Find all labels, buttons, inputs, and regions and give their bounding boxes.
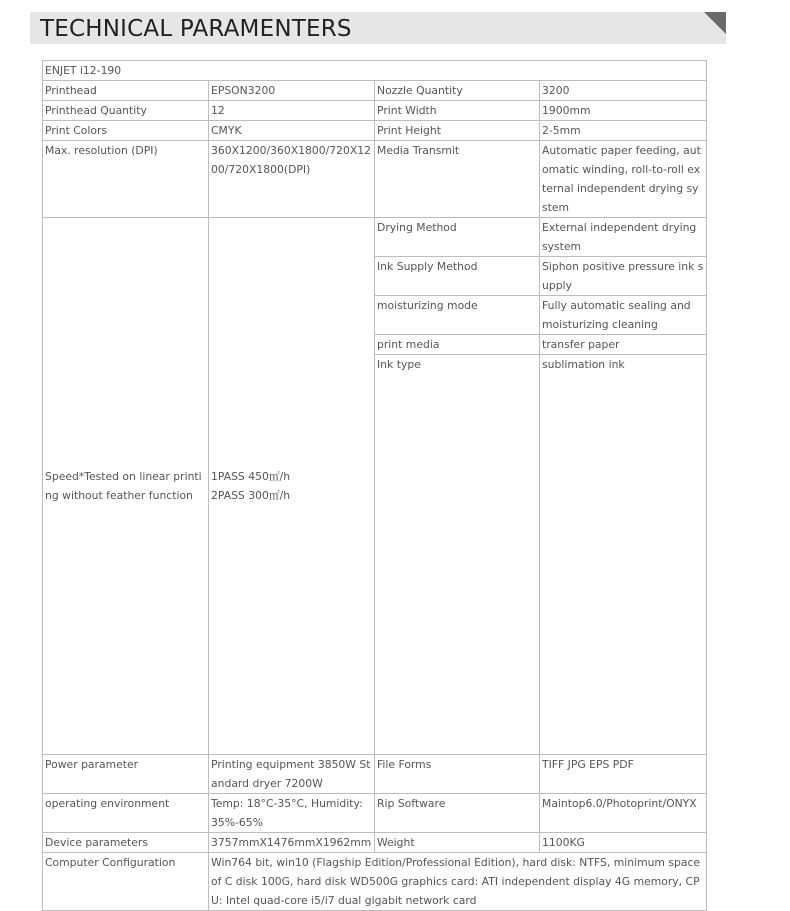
speed-value-1pass: 1PASS 450㎡/h [211,470,291,483]
nozzle-quantity-label: Nozzle Quantity [375,81,540,101]
nozzle-quantity-value: 3200 [540,81,707,101]
table-row [43,755,707,794]
drying-method-value: External independent drying system [540,218,707,257]
device-parameters-value: 3757mmX1476mmX1962mm [209,833,375,853]
device-parameters-label: Device parameters [43,833,209,853]
computer-configuration-value: Win764 bit, win10 (Flagship Edition/Professional Edition), hard disk: NTFS, minimum space of C disk 100G, hard disk WD500G graphics card: ATI independent display 4G memory, CPU: Intel quad-core i5/i7 dual gigabit network card [209,853,707,911]
table-row [43,81,707,101]
operating-environment-value: Temp: 18°C-35°C, Humidity: 35%-65% [209,794,375,833]
table-row [43,794,707,833]
ink-type-label: Ink type [375,355,540,755]
drying-method-label: Drying Method [375,218,540,257]
print-colors-value: CMYK [209,121,375,141]
table-row [43,101,707,121]
rip-software-value: Maintop6.0/Photoprint/ONYX [540,794,707,833]
computer-configuration-label: Computer Configuration [43,853,209,911]
ink-supply-method-value: Siphon positive pressure ink supply [540,257,707,296]
print-colors-label: Print Colors [43,121,209,141]
speed-value-2pass: 2PASS 300㎡/h [211,489,291,502]
model-name: ENJET i12-190 [43,61,707,81]
printhead-value: EPSON3200 [209,81,375,101]
print-media-label: print media [375,335,540,355]
weight-value: 1100KG [540,833,707,853]
printhead-quantity-value: 12 [209,101,375,121]
print-media-value: transfer paper [540,335,707,355]
ink-supply-method-label: Ink Supply Method [375,257,540,296]
table-row [43,61,707,81]
print-width-label: Print Width [375,101,540,121]
table-row [43,121,707,141]
file-forms-label: File Forms [375,755,540,794]
moisturizing-mode-value: Fully automatic sealing and moisturizing cleaning [540,296,707,335]
header-corner-triangle [704,12,726,34]
weight-label: Weight [375,833,540,853]
file-forms-value: TIFF JPG EPS PDF [540,755,707,794]
printhead-quantity-label: Printhead Quantity [43,101,209,121]
table-row [43,833,707,853]
power-parameter-label: Power parameter [43,755,209,794]
table-row [43,141,707,218]
max-resolution-value: 360X1200/360X1800/720X1200/720X1800(DPI) [209,141,375,218]
print-width-value: 1900mm [540,101,707,121]
printhead-label: Printhead [43,81,209,101]
print-height-label: Print Height [375,121,540,141]
media-transmit-value: Automatic paper feeding, automatic winding, roll-to-roll external independent drying system [540,141,707,218]
spec-table [42,60,707,911]
media-transmit-label: Media Transmit [375,141,540,218]
speed-label: Speed*Tested on linear printing without feather function [43,218,209,755]
ink-type-value: sublimation ink [540,355,707,755]
power-parameter-value: Printing equipment 3850W Standard dryer 7200W [209,755,375,794]
speed-value [209,218,375,755]
rip-software-label: Rip Software [375,794,540,833]
operating-environment-label: operating environment [43,794,209,833]
moisturizing-mode-label: moisturizing mode [375,296,540,335]
max-resolution-label: Max. resolution (DPI) [43,141,209,218]
section-title: TECHNICAL PARAMENTERS [40,16,352,42]
print-height-value: 2-5mm [540,121,707,141]
table-row [43,853,707,911]
table-row [43,218,707,257]
